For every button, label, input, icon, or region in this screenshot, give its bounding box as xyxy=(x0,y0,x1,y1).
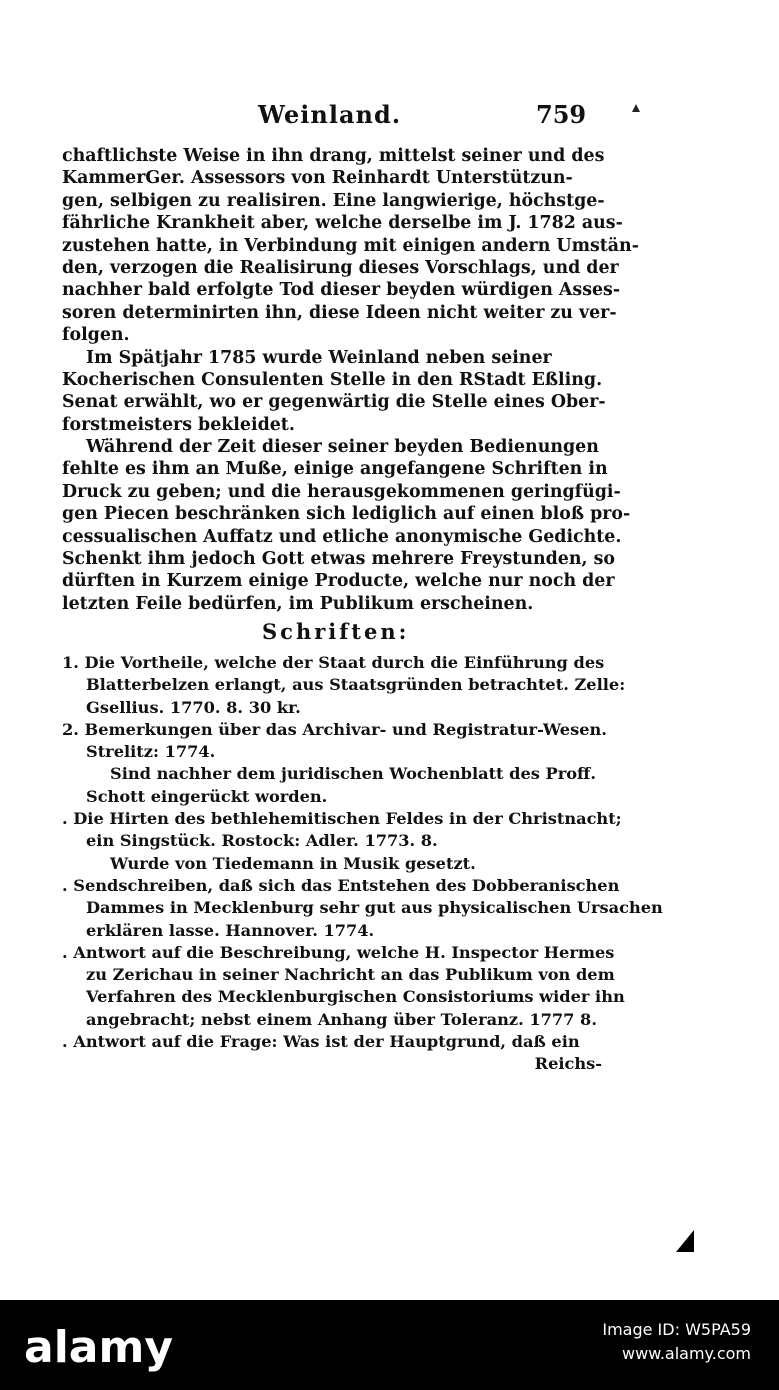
text-line: folgen. xyxy=(62,325,130,346)
section-heading: Schriften: xyxy=(262,619,410,644)
print-mark-icon xyxy=(676,1230,694,1252)
list-item: . Die Hirten des bethlehemitischen Feldes in der Christnacht; xyxy=(62,809,622,829)
text-line: forstmeisters bekleidet. xyxy=(62,414,295,435)
image-id-text: Image ID: W5PA59 xyxy=(602,1320,751,1339)
page-title: Weinland. xyxy=(258,100,402,129)
text-line: nachher bald erfolgte Tod dieser beyden würdigen Asses- xyxy=(62,280,621,301)
text-line: KammerGer. Assessors von Reinhardt Unterstützun- xyxy=(62,168,573,189)
list-item: Gsellius. 1770. 8. 30 kr. xyxy=(86,697,301,717)
list-item: Blatterbelzen erlangt, aus Staatsgründen betrachtet. Zelle: xyxy=(86,675,626,695)
text-line: cessualischen Auffatz und etliche anonymische Gedichte. xyxy=(62,526,622,547)
text-line: Im Spätjahr 1785 wurde Weinland neben seiner xyxy=(86,347,552,368)
running-head xyxy=(0,100,779,136)
list-item: . Sendschreiben, daß sich das Entstehen des Dobberanischen xyxy=(62,875,620,895)
text-line: zustehen hatte, in Verbindung mit einigen andern Umstän- xyxy=(62,235,639,256)
list-item: Wurde von Tiedemann in Musik gesetzt. xyxy=(110,853,476,873)
list-item: Verfahren des Mecklenburgischen Consistoriums wider ihn xyxy=(86,987,625,1007)
page-number: 759 xyxy=(536,100,587,129)
text-line: letzten Feile bedürfen, im Publikum erscheinen. xyxy=(62,593,534,614)
list-item: . Antwort auf die Frage: Was ist der Hauptgrund, daß ein xyxy=(62,1032,580,1052)
text-line: soren determinirten ihn, diese Ideen nicht weiter zu ver- xyxy=(62,302,617,323)
text-line: gen, selbigen zu realisiren. Eine langwierige, höchstge- xyxy=(62,190,605,211)
text-line: Kocherischen Consulenten Stelle in den RStadt Eßling. xyxy=(62,369,603,390)
alamy-logo: alamy xyxy=(24,1322,173,1373)
image-url-text: www.alamy.com xyxy=(622,1344,751,1363)
text-line: Schenkt ihm jedoch Gott etwas mehrere Freystunden, so xyxy=(62,549,615,570)
text-line: gen Piecen beschränken sich lediglich auf einen bloß pro- xyxy=(62,504,631,525)
list-item: Sind nachher dem juridischen Wochenblatt des Proff. xyxy=(110,764,596,784)
text-line: fährliche Krankheit aber, welche derselbe im J. 1782 aus- xyxy=(62,213,623,234)
list-item: ein Singstück. Rostock: Adler. 1773. 8. xyxy=(86,831,438,851)
text-line: dürften in Kurzem einige Producte, welche nur noch der xyxy=(62,571,615,592)
list-item: angebracht; nebst einem Anhang über Toleranz. 1777 8. xyxy=(86,1009,597,1029)
text-line: Druck zu geben; und die herausgekommenen geringfügi- xyxy=(62,481,621,502)
body-text xyxy=(62,145,639,615)
list-item: 2. Bemerkungen über das Archivar- und Registratur-Wesen. xyxy=(62,719,607,739)
list-item: zu Zerichau in seiner Nachricht an das Publikum von dem xyxy=(86,965,615,985)
works-list xyxy=(62,652,663,1076)
list-item: Strelitz: 1774. xyxy=(86,742,216,762)
text-line: Senat erwählt, wo er gegenwärtig die Stelle eines Ober- xyxy=(62,392,606,413)
list-item: erklären lasse. Hannover. 1774. xyxy=(86,920,375,940)
list-item: Dammes in Mecklenburg sehr gut aus physicalischen Ursachen xyxy=(86,898,663,918)
text-line: Während der Zeit dieser seiner beyden Bedienungen xyxy=(86,437,599,458)
image-id xyxy=(602,1318,751,1366)
list-item: Schott eingerückt worden. xyxy=(86,786,328,806)
text-line: chaftlichste Weise in ihn drang, mittelst seiner und des xyxy=(62,146,605,166)
watermark-footer xyxy=(0,1300,779,1390)
list-item: . Antwort auf die Beschreibung, welche H. Inspector Hermes xyxy=(62,942,615,962)
text-line: fehlte es ihm an Muße, einige angefangene Schriften in xyxy=(62,459,608,480)
catchword: Reichs- xyxy=(534,1054,602,1074)
text-line: den, verzogen die Realisirung dieses Vorschlags, und der xyxy=(62,257,619,278)
list-item: 1. Die Vortheile, welche der Staat durch die Einführung des xyxy=(62,653,605,672)
